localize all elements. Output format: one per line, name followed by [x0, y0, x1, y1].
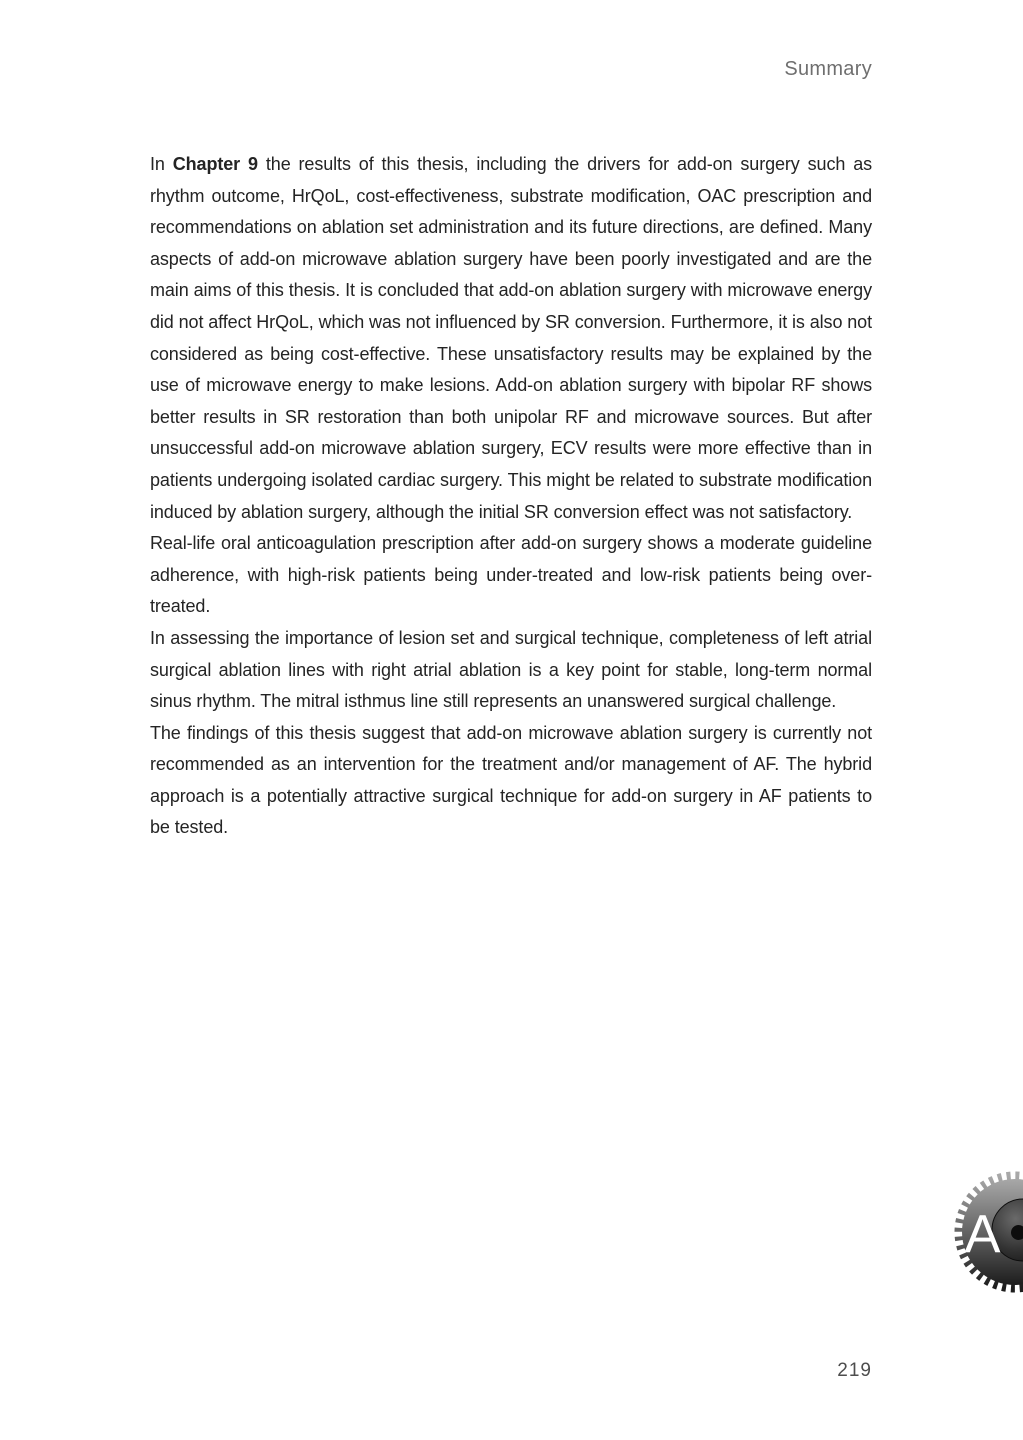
- paragraph: [150, 149, 872, 528]
- page-number: 219: [837, 1360, 872, 1381]
- appendix-tab: [950, 1167, 1023, 1297]
- paragraph-text: In: [150, 154, 173, 174]
- chapter-ref: Chapter 9: [172, 154, 258, 174]
- paragraph: [150, 718, 872, 844]
- running-head: Summary: [784, 58, 872, 80]
- paragraph: [150, 623, 872, 718]
- paragraph: [150, 528, 872, 623]
- gear-icon: [950, 1167, 1023, 1297]
- paragraph-text: Real-life oral anticoagulation prescription after add-on surgery shows a moderate guideline adherence, with high-risk patients being under-treated and low-risk patients being over-treated.: [150, 533, 872, 617]
- paragraph-text: The findings of this thesis suggest that add-on microwave ablation surgery is currently not recommended as an intervention for the treatment and/or management of AF. The hybrid approach is a potentially attractive surgical technique for add-on surgery in AF patients to be tested.: [150, 722, 872, 838]
- paragraph-text: In assessing the importance of lesion set and surgical technique, completeness of left atrial surgical ablation lines with right atrial ablation is a key point for stable, long-term normal sinus rhythm. The mitral isthmus line still represents an unanswered surgical challenge.: [150, 627, 872, 712]
- paragraph-text: the results of this thesis, including the drivers for add-on surgery such as rhythm outcome, HrQoL, cost-effectiveness, substrate modification, OAC prescription and recommendations on ablation set administration and its future directions, are defined. Many aspects of add-on microwave ablation surgery have been poorly investigated and are the main aims of this thesis. It is concluded that add-on ablation surgery with microwave energy did not affect HrQoL, which was not influenced by SR conversion. Furthermore, it is also not considered as being cost-effective. These unsatisfactory results may be explained by the use of microwave energy to make lesions. Add-on ablation surgery with bipolar RF shows better results in SR restoration than both unipolar RF and microwave sources. But after unsuccessful add-on microwave ablation surgery, ECV results were more effective than in patients undergoing isolated cardiac surgery. This might be related to substrate modification induced by ablation surgery, although the initial SR conversion effect was not satisfactory.: [150, 154, 873, 522]
- summary-body: [150, 149, 872, 844]
- appendix-letter: A: [964, 1204, 1001, 1265]
